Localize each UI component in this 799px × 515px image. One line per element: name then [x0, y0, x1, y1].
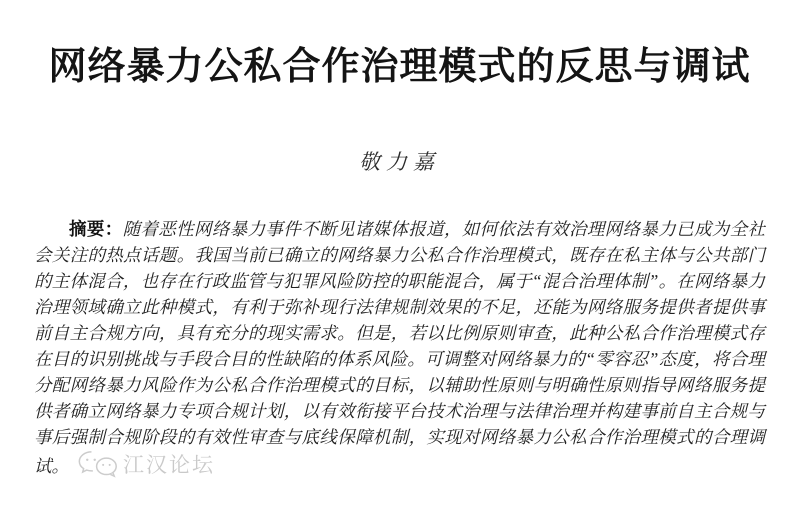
- abstract-label: 摘要：: [69, 218, 123, 239]
- abstract-text: 随着恶性网络暴力事件不断见诸媒体报道，如何依法有效治理网络暴力已成为全社会关注的热点话题。我国当前已确立的网络暴力公私合作治理模式，既存在私主体与公共部门的主体混合，也存在行政监管与犯罪风险防控的职能混合，属于“混合治理体制”。在网络暴力治理领域确立此种模式，有利于弥补现行法律规制效果的不足，还能为网络服务提供者提供事前自主合规方向，具有充分的现实需求。但是，若以比例原则审查，此种公私合作治理模式存在目的识别挑战与手段合目的性缺陷的体系风险。可调整对网络暴力的“零容忍”态度，将合理分配网络暴力风险作为公私合作治理模式的目标，以辅助性原则与明确性原则指导网络服务提供者确立网络暴力专项合规计划，以有效衔接平台技术治理与法律治理并构建事前自主合规与事后强制合规阶段的有效性审查与底线保障机制，实现对网络暴力公私合作治理模式的合理调试。: [34, 218, 766, 476]
- article-author: 敬力嘉: [359, 149, 440, 174]
- watermark: [69, 453, 215, 477]
- watermark-text: 江汉论坛: [123, 452, 215, 477]
- wechat-icon: [77, 450, 119, 478]
- article-title: 网络暴力公私合作治理模式的反思与调试: [48, 46, 751, 88]
- abstract-paragraph: [34, 216, 765, 479]
